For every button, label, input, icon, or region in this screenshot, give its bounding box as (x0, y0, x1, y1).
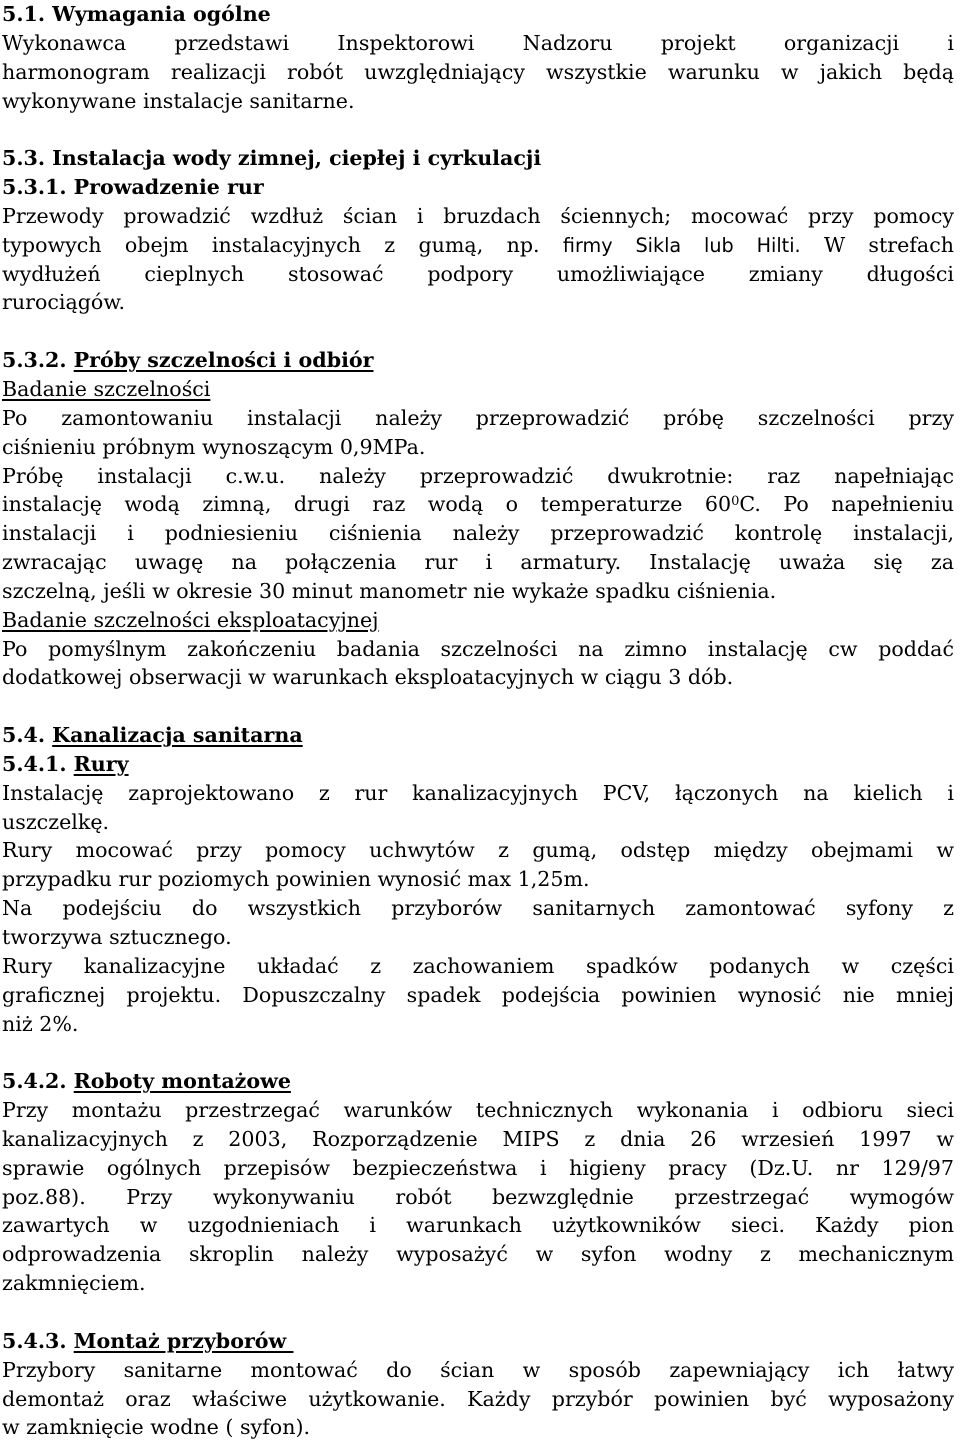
paragraph-line: Przybory sanitarne montować do ścian w sposób zapewniający ich łatwy (2, 1357, 954, 1382)
spacer (2, 1298, 954, 1327)
paragraph-line: w zamknięcie wodne ( syfon). (2, 1415, 311, 1440)
paragraph-line: zawartych w uzgodnieniach i warunkach użytkowników sieci. Każdy pion (2, 1213, 954, 1238)
paragraph-line: Przy montażu przestrzegać warunków technicznych wykonania i odbioru sieci (2, 1098, 954, 1123)
paragraph-line: Po pomyślnym zakończeniu badania szczelności na zimno instalację cw poddać (2, 636, 954, 661)
subheading-operational-test: Badanie szczelności eksploatacyjnej (2, 607, 379, 632)
heading-title: Rury (73, 751, 129, 776)
heading-title: Kanalizacja sanitarna (52, 723, 303, 748)
section-5-4-2-heading (2, 1067, 954, 1096)
section-5-4-heading (2, 721, 954, 750)
spacer (2, 1038, 954, 1067)
heading-title: Montaż przyborów (73, 1328, 294, 1353)
paragraph-line: instalacji i podniesieniu ciśnienia należy przeprowadzić kontrolę instalacji, (2, 521, 954, 546)
text-segment: C. Po napełnieniu (739, 492, 954, 517)
text-segment-sans: firmy Sikla lub Hilti. (562, 233, 801, 257)
subheading-tightness-test: Badanie szczelności (2, 376, 211, 401)
text-segment: typowych obejm instalacyjnych z gumą, np. (2, 232, 563, 257)
heading-number: 5.4. (2, 723, 53, 748)
heading-number: 5.4.2. (2, 1069, 74, 1094)
paragraph-line: Próbę instalacji c.w.u. należy przeprowadzić dwukrotnie: raz napełniając (2, 463, 954, 488)
paragraph-line (2, 231, 954, 260)
paragraph-line: szczelną, jeśli w okresie 30 minut manometr nie wykaże spadku ciśnienia. (2, 578, 777, 603)
paragraph-line: wykonywane instalacje sanitarne. (2, 88, 355, 113)
text-segment: W strefach (800, 232, 955, 257)
paragraph-line: rurociągów. (2, 290, 126, 315)
paragraph-line: Wykonawca przedstawi Inspektorowi Nadzoru projekt organizacji i (2, 30, 954, 55)
paragraph-line: dodatkowej obserwacji w warunkach eksploatacyjnych w ciągu 3 dób. (2, 665, 734, 690)
paragraph-line: Rury kanalizacyjne układać z zachowaniem spadków podanych w części (2, 953, 954, 978)
heading-title: Próby szczelności i odbiór (73, 348, 374, 373)
section-5-4-1-heading (2, 750, 954, 779)
spacer (2, 692, 954, 721)
paragraph-line: odprowadzenia skroplin należy wyposażyć w syfon wodny z mechanicznym (2, 1242, 954, 1267)
heading-number: 5.4.3. (2, 1328, 74, 1353)
paragraph-line: Przewody prowadzić wzdłuż ścian i bruzdach ściennych; mocować przy pomocy (2, 203, 954, 228)
paragraph-line: Na podejściu do wszystkich przyborów sanitarnych zamontować syfony z (2, 896, 954, 921)
paragraph-line: Instalację zaprojektowano z rur kanalizacyjnych PCV, łączonych na kielich i (2, 780, 954, 805)
paragraph-line: poz.88). Przy wykonywaniu robót bezwzględnie przestrzegać wymogów (2, 1184, 954, 1209)
paragraph-line: harmonogram realizacji robót uwzględniający wszystkie warunku w jakich będą (2, 59, 954, 84)
section-5-3-1-heading: 5.3.1. Prowadzenie rur (2, 175, 264, 200)
paragraph-line: Rury mocować przy pomocy uchwytów z gumą, odstęp między obejmami w (2, 838, 954, 863)
spacer (2, 115, 954, 144)
heading-number: 5.3.2. (2, 348, 74, 373)
section-5-3-heading: 5.3. Instalacja wody zimnej, ciepłej i cyrkulacji (2, 146, 542, 171)
paragraph-line (2, 490, 954, 519)
paragraph-line: demontaż oraz właściwe użytkowanie. Każdy przybór powinien być wyposażony (2, 1386, 954, 1411)
text-segment: instalację wodą zimną, drugi raz wodą o temperaturze 60 (2, 492, 732, 517)
paragraph-line: kanalizacyjnych z 2003, Rozporządzenie MIPS z dnia 26 wrzesień 1997 w (2, 1126, 954, 1151)
section-5-3-2-heading (2, 346, 954, 375)
section-5-1-heading: 5.1. Wymagania ogólne (2, 2, 271, 26)
heading-number: 5.4.1. (2, 751, 74, 776)
paragraph-line: uszczelkę. (2, 809, 110, 834)
paragraph-line: zwracając uwagę na połączenia rur i armatury. Instalację uważa się za (2, 550, 954, 575)
paragraph-line: ciśnieniu próbnym wynoszącym 0,9MPa. (2, 434, 426, 459)
paragraph-line: tworzywa sztucznego. (2, 925, 232, 949)
spacer (2, 317, 954, 346)
paragraph-line: przypadku rur poziomych powinien wynosić max 1,25m. (2, 867, 590, 892)
section-5-4-3-heading (2, 1327, 954, 1356)
heading-title: Roboty montażowe (73, 1069, 291, 1094)
paragraph-line: zakmnięciem. (2, 1271, 146, 1296)
paragraph-line: sprawie ogólnych przepisów bezpieczeństwa i higieny pracy (Dz.U. nr 129/97 (2, 1155, 954, 1180)
paragraph-line: Po zamontowaniu instalacji należy przeprowadzić próbę szczelności przy (2, 405, 954, 430)
superscript: 0 (731, 494, 740, 510)
paragraph-line: niż 2%. (2, 1011, 79, 1036)
paragraph-line: graficznej projektu. Dopuszczalny spadek podejścia powinien wynosić nie mniej (2, 982, 954, 1007)
paragraph-line: wydłużeń cieplnych stosować podpory umożliwiające zmiany długości (2, 261, 954, 286)
